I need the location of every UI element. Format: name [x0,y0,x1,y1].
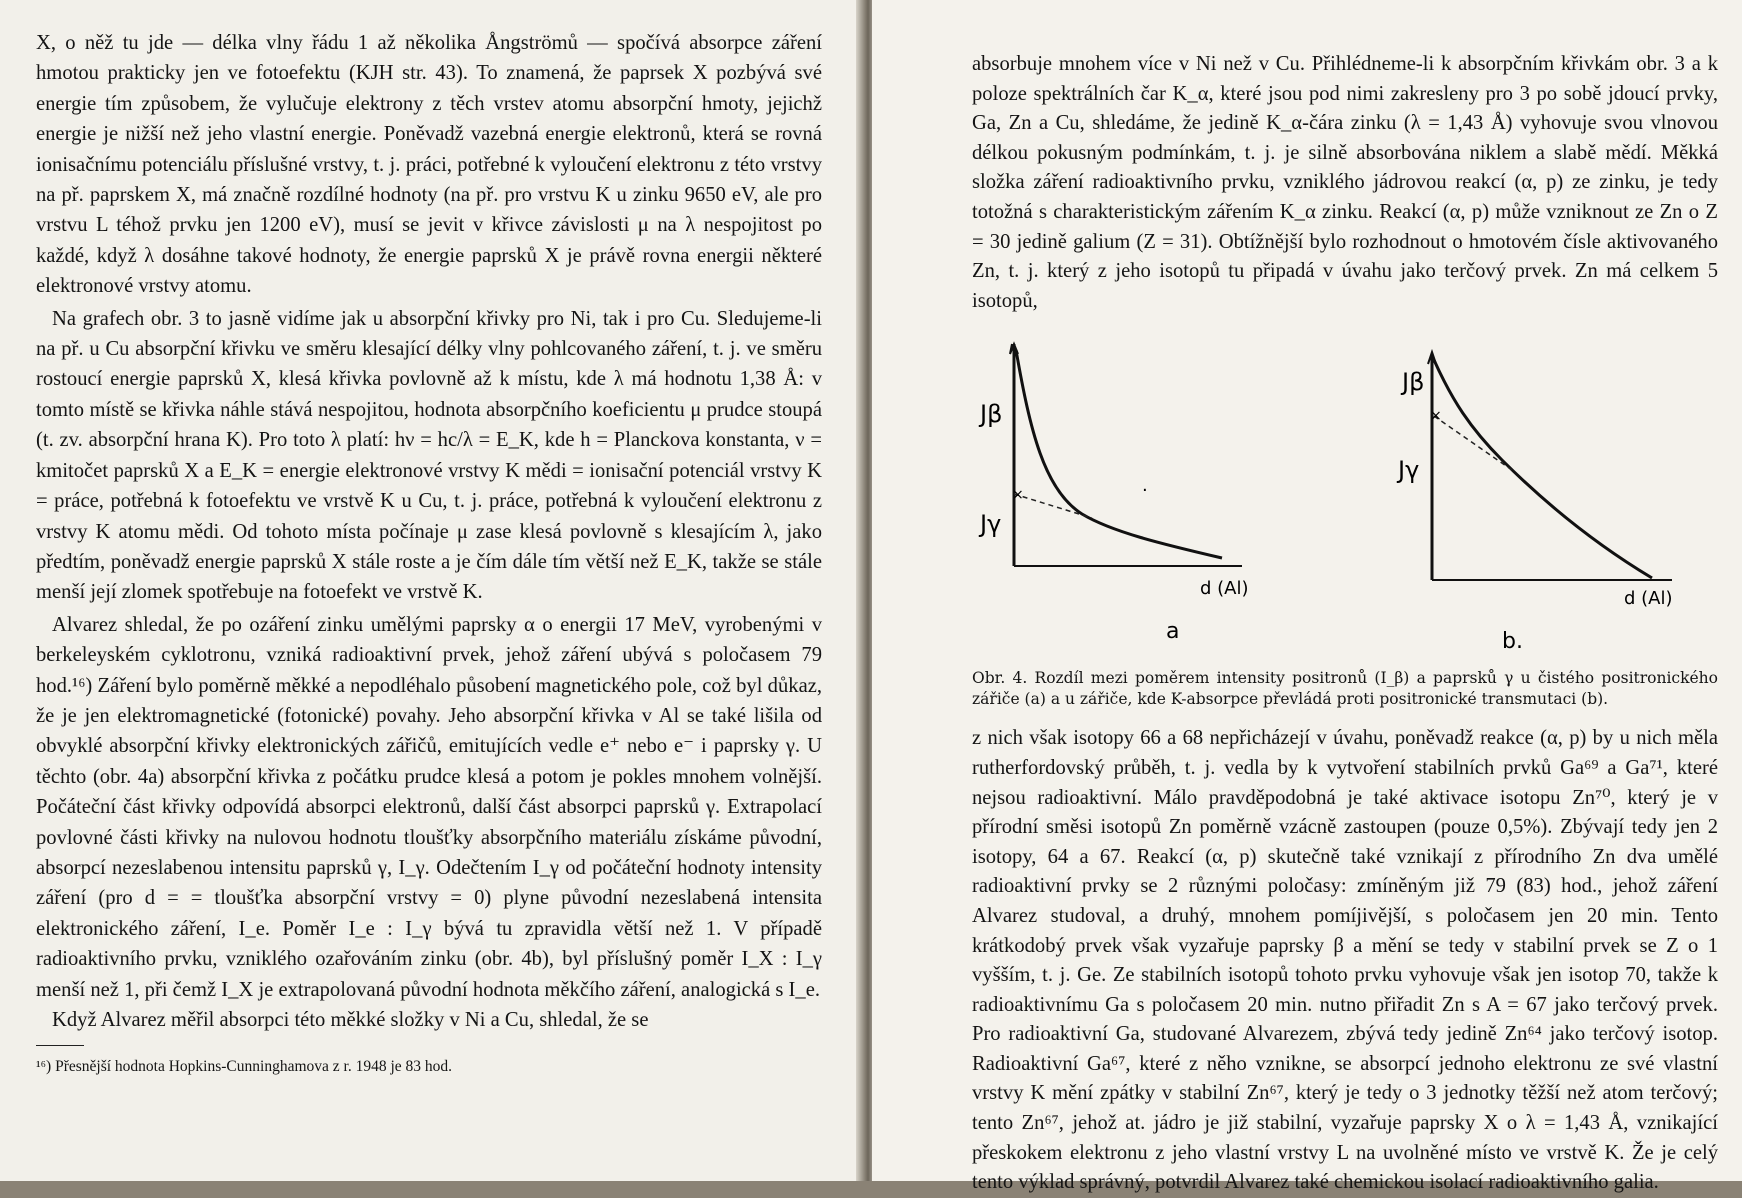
mark-x: × [1430,408,1442,425]
mark-x: × [1012,487,1024,504]
paragraph: Alvarez shledal, že po ozáření zinku umělými paprsky α o energii 17 MeV, vyrobenými v berkeleyském cyklotronu, vzniká radioaktivní prvek, jehož záření ubývá s poločasem 79 hod.¹⁶) Záření bylo poměrně měkké a nepodléhalo působení magnetického pole, což byl důkaz, že je jen elektromagnetické (fotonické) povahy. Jeho absorpční křivka v Al se také lišila od obvyklé absorpční křivky elektronických zářičů, emitujících vedle e⁺ nebo e⁻ i paprsky γ. U těchto (obr. 4a) absorpční křivka z počátku prudce klesá a potom je pokles mnohem volnější. Počáteční část křivky odpovídá absorpci elektronů, další část absorpci paprsků γ. Extrapolací povlovné části křivky na nulovou hodnotu tloušťky absorpčního materiálu získáme původní, absorpcí nezeslabenou intensitu paprsků γ, I_γ. Odečtením I_γ od počáteční hodnoty intensity záření (pro d = = tloušťka absorpční vrstvy = 0) plyne původní nezeslabená intensita elektronického záření, I_e. Poměr I_e : I_γ bývá tu zpravidla větší než 1. V případě radioaktivního prvku, vzniklého ozařováním zinku (obr. 4b), byl příslušný poměr I_X : I_γ menší než 1, při čemž I_X je extrapolovaná původní hodnota měkčího záření, analogická s I_e. [36,613,822,1001]
extrapolation-line [1434,416,1512,470]
paragraph: absorbuje mnohem více v Ni než v Cu. Přihlédneme-li k absorpčním křivkám obr. 3 a k poloze spektrálních čar K_α, které jsou pod nimi zakresleny pro 3 po sobě jdoucí prvky, Ga, Zn a Cu, shledáme, že jedině K_α-čára zinku (λ = 1,43 Å) vyhovuje svou vlnovou délkou pokusným podmínkám, t. j. je silně absorbována niklem a slabě mědí. Měkká složka záření radioaktivního prvku, vzniklého jádrovou reakcí (α, p) ze zinku, je tedy totožná s charakteristickým zářením K_α zinku. Reakcí (α, p) může vzniknout ze Zn o Z = 30 jedině galium (Z = 31). Obtížnější bylo rozhodnout o hmotovém čísle aktivovaného Zn, t. j. který z jeho isotopů tu připadá v úvahu jako terčový prvek. Zn má celkem 5 isotopů, [972,53,1718,312]
figure-caption: Obr. 4. Rozdíl mezi poměrem intensity positronů (I_β) a paprsků γ u čistého positronického zářiče (a) a u zářiče, kde K-absorpce převládá proti positronické transmutaci (b). [972,669,1718,709]
right-page-bottom-text [972,724,1718,1198]
footnote: ¹⁶) Přesnější hodnota Hopkins-Cunninghamova z r. 1948 je 83 hod. [36,1058,453,1076]
label-j-beta: Jβ [980,400,1003,429]
label-j-beta: Jβ [1402,368,1425,397]
paragraph: Když Alvarez měřil absorpci této měkké složky v Ni a Cu, shledal, že se [52,1009,649,1031]
figure-panel-a [978,344,1249,644]
paragraph: X, o něž tu jde — délka vlny řádu 1 až několika Ångströmů — spočívá absorpce záření hmotou prakticky jen ve fotoefektu (KJH str. 43). To znamená, že paprsek X pozbývá své energie tím způsobem, že vylučuje elektrony z těch vrstev atomu absorpční hmoty, jejichž energie je nižší než jeho vlastní energie. Poněvadž vazebná energie elektronů, která se rovná ionisačnímu potenciálu příslušné vrstvy, t. j. práci, potřebné k vyloučení elektronu z této vrstvy na př. paprskem X, má značně rozdílné hodnoty (na př. pro vrstvu K u zinku 9650 eV, ale pro vrstvu L téhož prvku jen 1200 eV), musí se jevit v křivce závislosti μ na λ nespojitost po každé, když λ dosáhne takové hodnoty, že energie paprsků X je právě rovna energii některé elektronové vrstvy atomu. [36,32,822,298]
figure-4-drawing [972,320,1718,668]
paragraph: Na grafech obr. 3 to jasně vidíme jak u absorpční křivky pro Ni, tak i pro Cu. Sledujeme-li na př. u Cu absorpční křivku ve směru klesající délky vlny pohlcovaného záření, t. j. ve směru rostoucí energie paprsků X, klesá křivka povlovně až k místu, kde λ má hodnotu 1,38 Å: v tomto místě se křivka náhle stává nespojitou, hodnota absorpčního koeficientu μ prudce stoupá (t. zv. absorpční hrana K). Pro toto λ platí: hν = hc/λ = E_K, kde h = Planckova konstanta, ν = kmitočet paprsků X a E_K = energie elektronové vrstvy K mědi = ionisační potenciál vrstvy K = práce, potřebná k fotoefektu ve vrstvě K u Cu, t. j. práce, potřebná k vyloučení elektronu z vrstvy K atomu mědi. Od tohoto místa počínaje μ zase klesá povlovně s klesajícím λ, jako předtím, poněvadž energie paprsků X stále roste a je čím dále tím větší než E_K, takže se stále menší její zlomek spotřebuje na fotoefekt ve vrstvě K. [36,307,822,604]
right-page-top-text [972,50,1718,316]
curve-total [1016,350,1222,558]
footnote-rule [36,1045,84,1046]
figure-4 [972,320,1718,668]
panel-label: b. [1502,629,1523,655]
paragraph: z nich však isotopy 66 a 68 nepřicházejí v úvahu, poněvadž reakce (α, p) by u nich měla rutherfordovský průběh, t. j. vedla by k vytvoření stabilních prvků Ga⁶⁹ a Ga⁷¹, které nejsou radioaktivní. Málo pravděpodobná je také aktivace isotopu Zn⁷⁰, který je v přírodní směsi isotopů Zn poměrně vzácně zastoupen (pouze 0,5%). Zbývají tedy jen 2 isotopy, 64 a 67. Reakcí (α, p) skutečně také vznikají z přírodního Zn dva umělé radioaktivní prvky se 2 různými poločasy: zmíněným již 79 (83) hod., jehož záření Alvarez studoval, a druhý, mnohem pomíjivější, s poločasem jen 20 min. Tento krátkodobý prvek však vyzařuje paprsky β a mění se tedy v stabilní prvek se Z o 1 vyšším, t. j. Ge. Ze stabilních isotopů tohoto prvku vyhovuje však jen isotop 70, takže k radioaktivnímu Ga s poločasem 20 min. nutno přiřadit Zn s A = 67 jako terčový prvek. Pro radioaktivní Ga, studované Alvarezem, zbývá tedy jedině Zn⁶⁴ jako terčový isotop. Radioaktivní Ga⁶⁷, které z něho vznikne, se absorpcí jednoho elektronu ze své vlastní vrstvy K mění zpátky v stabilní Zn⁶⁷, který je tedy o 3 jednotky těžší než atom terčový; tento Zn⁶⁷, jehož at. jádro je již stabilní, vyzařuje paprsky X o λ = 1,43 Å, vznikající přeskokem elektronu z jeho vlastní vrstvy L na uvolněné místo ve vrstvě K. Že je celý tento výklad správný, potvrdil Alvarez také chemickou isolací radioaktivního galia. [972,727,1718,1194]
left-page-body [36,28,822,1035]
x-axis-label: d (Al) [1200,578,1249,600]
curve-total [1434,360,1652,578]
right-page [872,0,1742,1194]
label-j-gamma: Jγ [1398,456,1420,485]
dot: · [1142,480,1148,502]
panel-label: a [1166,619,1180,645]
left-page [0,0,866,1181]
label-j-gamma: Jγ [980,510,1002,539]
figure-panel-b [1396,352,1673,654]
x-axis-label: d (Al) [1624,588,1673,610]
